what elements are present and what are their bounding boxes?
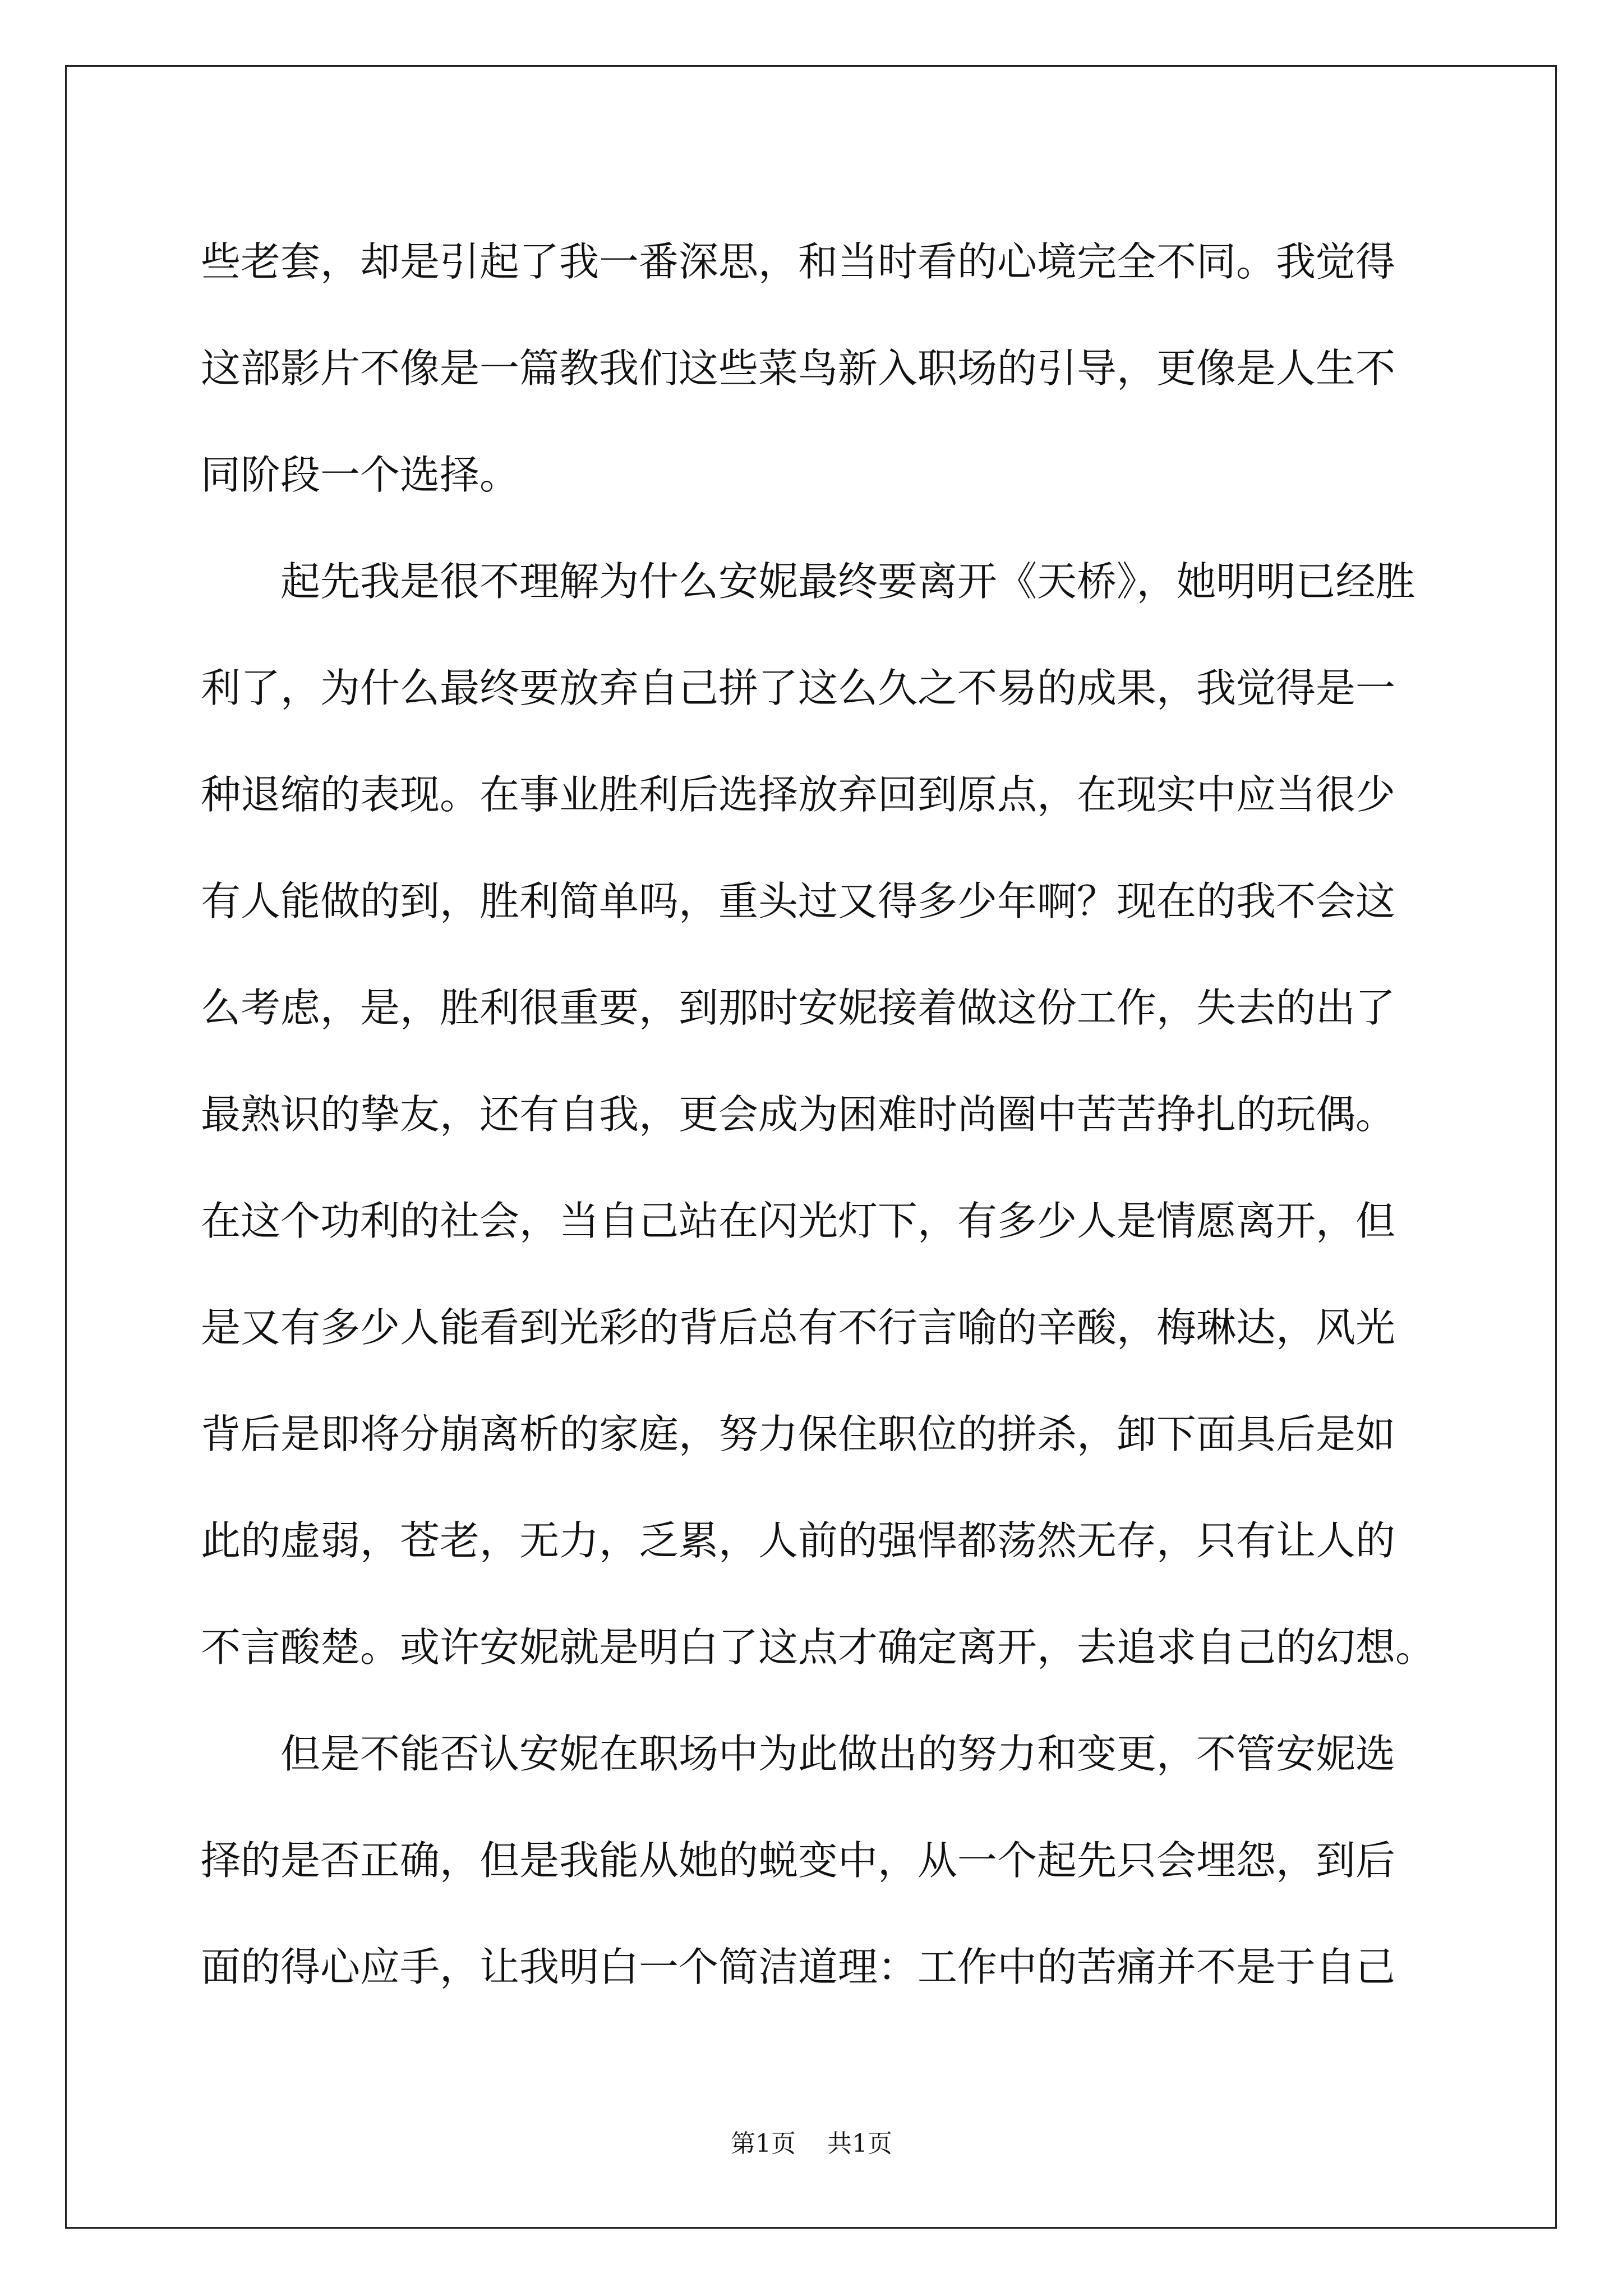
text-line: 起先我是很不理解为什么安妮最终要离开《天桥》，她明明已经胜: [201, 558, 1415, 605]
text-line: 此的虚弱，苍老，无力，乏累，人前的强悍都荡然无存，只有让人的: [201, 1517, 1396, 1564]
text-line: 是又有多少人能看到光彩的背后总有不行言喻的辛酸，梅琳达，风光: [201, 1304, 1396, 1351]
text-line: 面的得心应手，让我明白一个简洁道理：工作中的苦痛并不是于自己: [201, 1944, 1396, 1990]
text-line: 在这个功利的社会，当自己站在闪光灯下，有多少人是情愿离开，但: [201, 1198, 1396, 1244]
text-line: 种退缩的表现。在事业胜利后选择放弃回到原点，在现实中应当很少: [201, 771, 1396, 818]
text-line: 些老套，却是引起了我一番深思，和当时看的心境完全不同。我觉得: [201, 238, 1396, 285]
page-number: 第1页: [731, 2129, 796, 2158]
page-total: 共1页: [827, 2129, 892, 2158]
text-line: 利了，为什么最终要放弃自己拼了这么久之不易的成果，我觉得是一: [201, 665, 1396, 711]
text-line: 不言酸楚。或许安妮就是明白了这点才确定离开，去追求自己的幻想。: [201, 1624, 1436, 1671]
text-line: 最熟识的挚友，还有自我，更会成为困难时尚圈中苦苦挣扎的玩偶。: [201, 1091, 1396, 1138]
page-footer: [0, 2123, 1623, 2159]
text-line: 同阶段一个选择。: [201, 452, 520, 498]
footer-spacer: [796, 2129, 827, 2158]
text-line: 背后是即将分崩离析的家庭，努力保住职位的拼杀，卸下面具后是如: [201, 1411, 1396, 1457]
text-line: 有人能做的到，胜利简单吗，重头过又得多少年啊？现在的我不会这: [201, 878, 1396, 924]
text-line: 这部影片不像是一篇教我们这些菜鸟新入职场的引导，更像是人生不: [201, 345, 1396, 392]
text-line: 么考虑，是，胜利很重要，到那时安妮接着做这份工作，失去的出了: [201, 984, 1396, 1031]
text-line: 但是不能否认安妮在职场中为此做出的努力和变更，不管安妮选: [201, 1731, 1396, 1777]
document-body: [201, 209, 1437, 2021]
text-line: 择的是否正确，但是我能从她的蜕变中，从一个起先只会埋怨，到后: [201, 1837, 1396, 1884]
